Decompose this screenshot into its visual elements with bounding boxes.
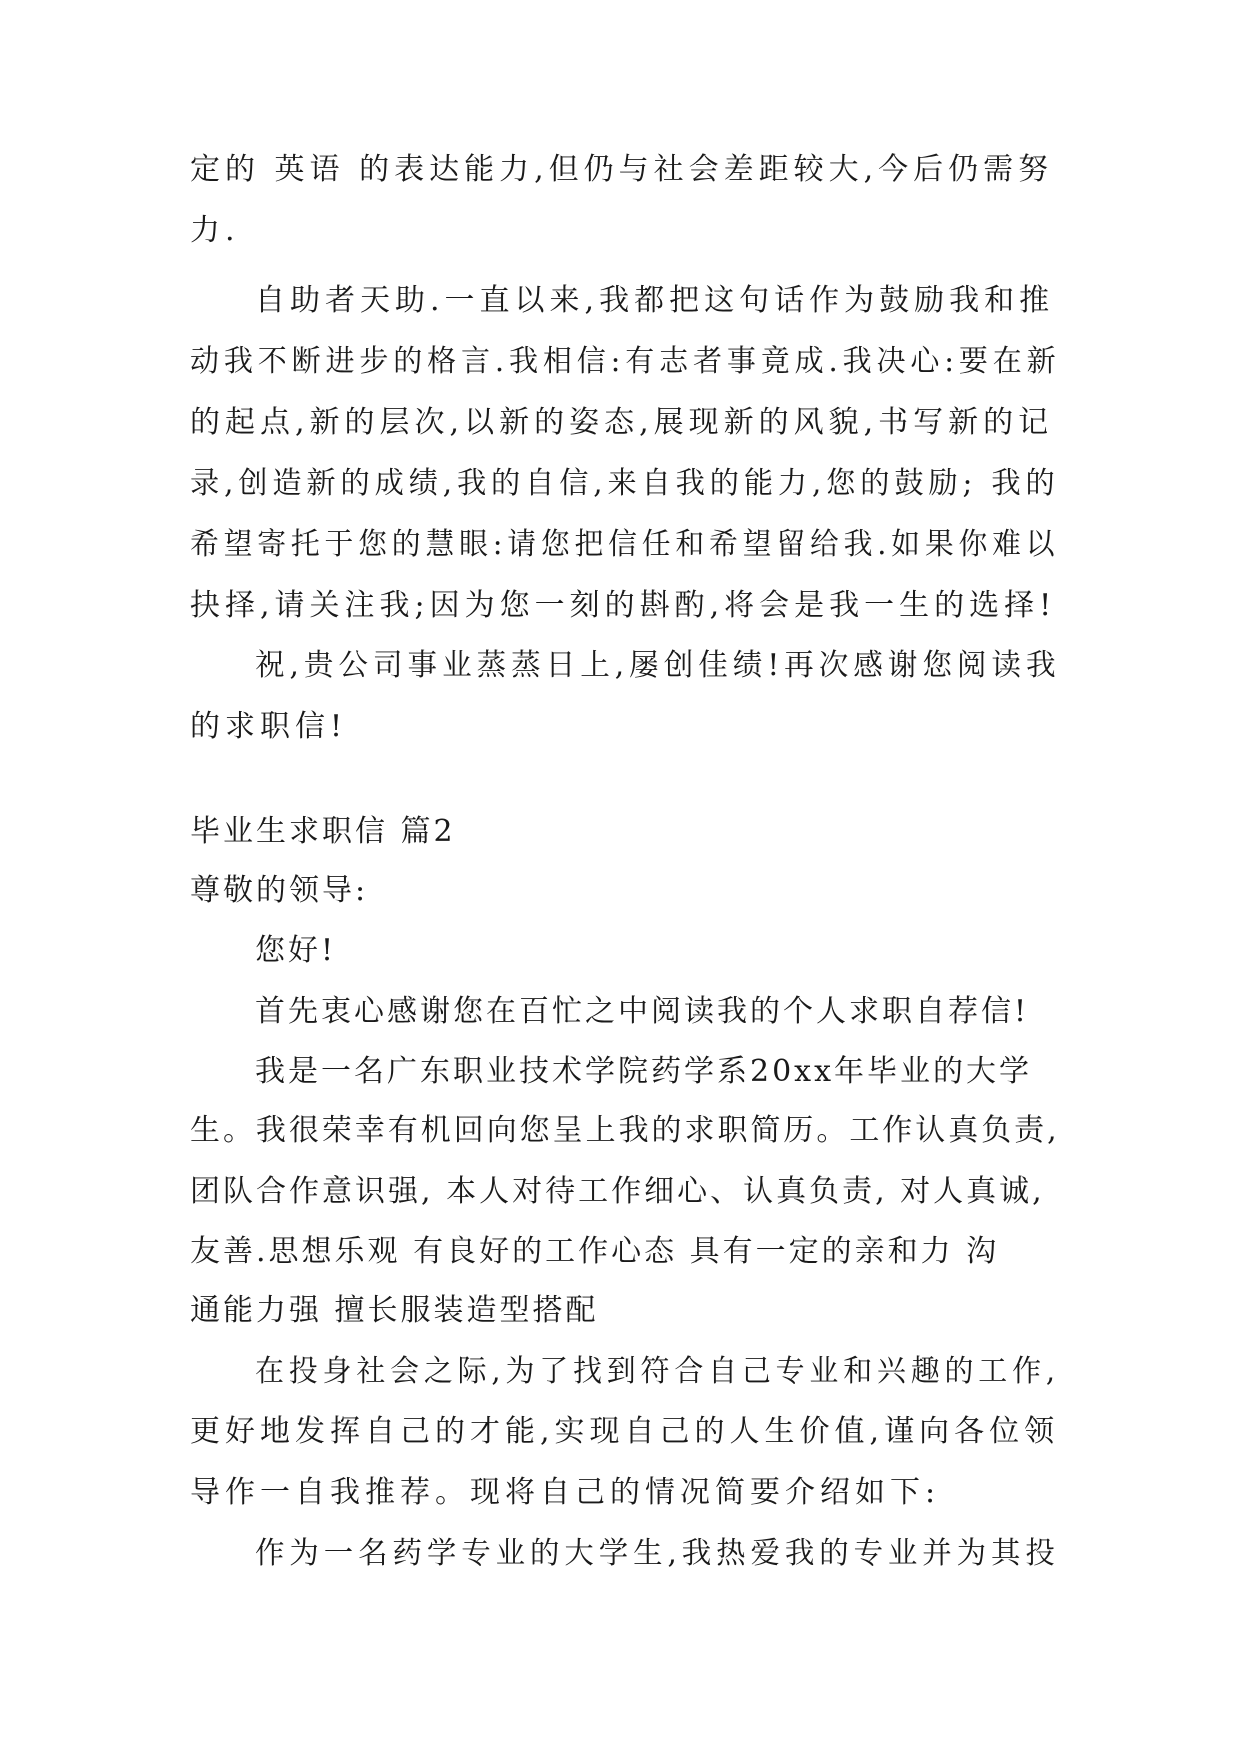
text-line: 自助者天助.一直以来,我都把这句话作为鼓励我和推 (255, 283, 1055, 318)
text-line: 作为一名药学专业的大学生,我热爱我的专业并为其投 (255, 1536, 1060, 1571)
text-line: 祝,贵公司事业蒸蒸日上,屡创佳绩!再次感谢您阅读我 (255, 648, 1061, 683)
text-line: 在投身社会之际,为了找到符合自己专业和兴趣的工作, (255, 1354, 1060, 1389)
text-line: 希望寄托于您的慧眼:请您把信任和希望留给我.如果你难以 (190, 527, 1060, 562)
text-line: 团队合作意识强, 本人对待工作细心、认真负责, 对人真诚, (190, 1174, 1045, 1209)
text-line: 录,创造新的成绩,我的自信,来自我的能力,您的鼓励; 我的 (190, 466, 1060, 501)
text-line: 导作一自我推荐。现将自己的情况简要介绍如下: (190, 1475, 941, 1510)
text-line: 友善.思想乐观 有良好的工作心态 具有一定的亲和力 沟 (190, 1234, 1000, 1269)
text-line: 生。我很荣幸有机回向您呈上我的求职简历。工作认真负责, (190, 1113, 1060, 1148)
text-line: 首先衷心感谢您在百忙之中阅读我的个人求职自荐信! (255, 994, 1030, 1029)
text-line: 通能力强 擅长服装造型搭配 (190, 1293, 599, 1328)
text-line: 的求职信! (190, 709, 348, 744)
greeting: 您好! (255, 933, 337, 968)
text-line: 的起点,新的层次,以新的姿态,展现新的风貌,书写新的记 (190, 405, 1054, 440)
text-line: 抉择,请关注我;因为您一刻的斟酌,将会是我一生的选择! (190, 588, 1057, 623)
text-line: 力. (190, 213, 240, 248)
text-line: 动我不断进步的格言.我相信:有志者事竟成.我决心:要在新 (190, 344, 1061, 379)
text-line: 定的 英语 的表达能力,但仍与社会差距较大,今后仍需努 (190, 152, 1054, 187)
salutation: 尊敬的领导: (190, 873, 369, 908)
text-line: 更好地发挥自己的才能,实现自己的人生价值,谨向各位领 (190, 1414, 1060, 1449)
text-line: 我是一名广东职业技术学院药学系20xx年毕业的大学 (255, 1054, 1033, 1089)
section-heading: 毕业生求职信 篇2 (190, 814, 456, 849)
